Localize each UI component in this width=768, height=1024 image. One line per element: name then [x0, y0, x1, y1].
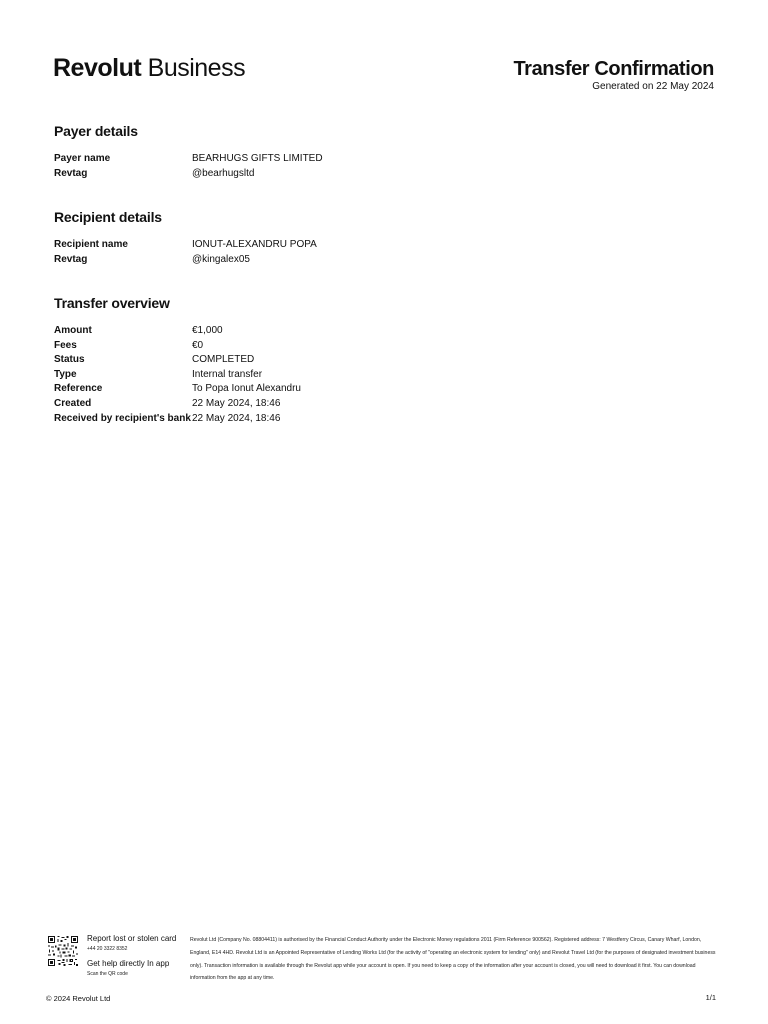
- page-number: 1/1: [705, 993, 716, 1002]
- detail-label: Reference: [54, 383, 103, 395]
- detail-value: @kingalex05: [192, 253, 250, 265]
- detail-label: Recipient name: [54, 239, 128, 250]
- transfer-overview-section: [54, 295, 714, 426]
- legal-disclaimer: Revolut Ltd (Company No. 08804411) is authorised by the Financial Conduct Authority under the Electronic Money regulations 2011 (Firm Reference 900562). Registered address: 7 Westferry Circus, Canary Wharf, London, England, E14 4HD. Revolut Ltd is an Appointed Representative of Lending Works Ltd (for the activity of "operating an electronic system for lending" only) and Revolut Travel Ltd (for the purposes of designated investment business only). Transaction information is available through the Revolut app while your account is open. If you need to keep a copy of the information after your account is closed, you will need to download it first. You can download information from the app at any time.: [190, 937, 716, 982]
- detail-value: To Popa Ionut Alexandru: [192, 383, 301, 395]
- detail-row: [54, 368, 714, 383]
- recipient-details-section: [54, 209, 714, 267]
- detail-value: IONUT-ALEXANDRU POPA: [192, 239, 317, 250]
- detail-label: Fees: [54, 339, 77, 351]
- detail-row: [54, 382, 714, 397]
- detail-value: €0: [192, 339, 204, 351]
- detail-row: [54, 253, 714, 268]
- document-title: Transfer Confirmation: [513, 58, 714, 80]
- generated-date: Generated on 22 May 2024: [592, 81, 714, 92]
- detail-value: COMPLETED: [192, 354, 255, 366]
- transfer-overview-heading: Transfer overview: [54, 295, 170, 311]
- revolut-business-logo: [53, 54, 245, 83]
- help-block: [87, 933, 182, 983]
- detail-label: Received by recipient's bank: [54, 412, 191, 424]
- scan-qr-hint: Scan the QR code: [87, 971, 128, 977]
- payer-details-section: [54, 123, 714, 181]
- detail-label: Revtag: [54, 167, 88, 179]
- detail-row: [54, 412, 714, 427]
- detail-label: Payer name: [54, 153, 111, 164]
- detail-value: @bearhugsltd: [192, 167, 255, 179]
- support-phone: +44 20 3322 8352: [87, 946, 128, 952]
- copyright: © 2024 Revolut Ltd: [46, 994, 111, 1003]
- logo-brand: Revolut: [53, 54, 142, 82]
- detail-row: [54, 152, 714, 167]
- detail-label: Created: [54, 397, 92, 409]
- detail-row: [54, 353, 714, 368]
- detail-label: Type: [54, 368, 77, 380]
- detail-row: [54, 167, 714, 182]
- logo-product: Business: [147, 54, 246, 82]
- detail-row: [54, 238, 714, 253]
- get-help-in-app-link[interactable]: Get help directly In app: [87, 959, 170, 968]
- qr-code-icon[interactable]: [48, 936, 78, 966]
- detail-value: Internal transfer: [192, 368, 263, 380]
- detail-row: [54, 397, 714, 412]
- report-lost-card-link[interactable]: Report lost or stolen card: [87, 934, 177, 943]
- detail-value: 22 May 2024, 18:46: [192, 397, 281, 409]
- payer-details-heading: Payer details: [54, 123, 138, 139]
- detail-label: Amount: [54, 325, 92, 336]
- detail-label: Status: [54, 354, 85, 366]
- detail-label: Revtag: [54, 253, 88, 265]
- detail-value: BEARHUGS GIFTS LIMITED: [192, 153, 323, 164]
- detail-value: 22 May 2024, 18:46: [192, 412, 281, 424]
- detail-row: [54, 339, 714, 354]
- detail-value: €1,000: [192, 325, 223, 336]
- detail-row: [54, 324, 714, 339]
- recipient-details-heading: Recipient details: [54, 209, 162, 225]
